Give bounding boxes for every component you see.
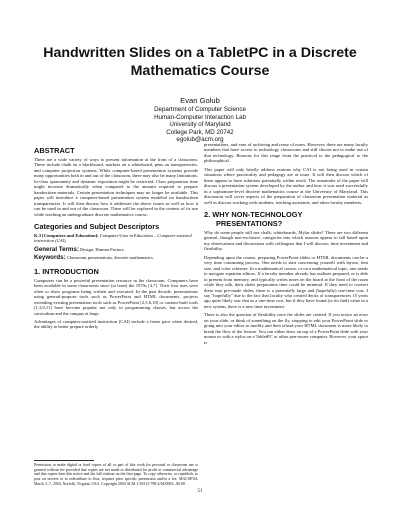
right-column (204, 142, 368, 348)
right-paragraph-1: presentations, and ease of archiving and reuse of notes. However, there are many faculty members that have access to technology classrooms and still choose not to make use of that technology. Reasons for this range from the practical to the pedagogical to the philosophical. (204, 142, 368, 164)
title-line-2: Mathematics Course (130, 63, 270, 79)
keywords-text: Classroom presentations, discrete mathematics. (65, 255, 154, 261)
abstract-heading: ABSTRACT (34, 146, 75, 155)
right-paragraph-3: Why do some people still use chalk, whiteboards, Mylar slides? There are two different general, though non-exclusive, categories into which reasons appear to fall based upon my observations and discussions with colleagues that I will discuss; time investment and flexibility. (204, 229, 368, 252)
general-terms (34, 247, 198, 252)
author-univ: University of Maryland (169, 121, 231, 129)
author-block (100, 96, 300, 144)
author-email: egolub@acm.org (176, 136, 224, 144)
general-terms-text: Design, Human Factors. (78, 246, 125, 252)
title-line-1: Handwritten Slides on a TabletPC in a Discrete (43, 45, 357, 61)
paper-title (20, 44, 380, 80)
right-paragraph-4: Depending upon the course, preparing PowerPoint slides or HTML documents can be a very time consuming process. One needs to start concerning yourself with layout, font size, and color schemes. In a mathematical course, or on a mathematical topic, one needs to navigate equation editors. If a faculty member already has outlines prepared, or is able to present from memory, and typically writes notes on the board at the front of the room while they talk, their slides preparation time could be minimal. If they need to convert these into pre-made slides, there is a potentially large and (hopefully) one-time cost. I say "hopefully" due to the fact that faculty who created decks of transparencies 15 years ago quite likely saw that as a one-time cost, but if they have found (or do find) value in a new system, there is a new time investment. (204, 254, 368, 309)
author-lab: Human-Computer Interaction Lab (154, 113, 246, 121)
permission-notice: Permission to make digital or hard copies of all or part of this work for personal or classroom use is granted without fee provided that copies are not made or distributed for profit or commercial advantage and that copies bear this notice and the full citation on the first page. To copy otherwise, or republish, to post on servers or to redistribute to lists, requires prior specific permission and/or a fee. SIGCSE'04, March 3–7, 2004, Norfolk, Virginia, USA. Copyright 2004 ACM 1-58113-798-2/04/0003...$5.00. (34, 463, 198, 486)
categories-italic: Computer-assisted instruction (CAI). (34, 232, 192, 244)
right-paragraph-2: This paper will only briefly address reasons why CAI is not being used in certain situations where practicality and pedagogy are at issue. It will then discuss which of these appear to have solutions potentially within reach. The remainder of the paper will discuss a presentation system developed by the author and how it was used successfully in a sophomore-level discrete mathematics course at the University of Maryland. This discussion will cover aspects of the preparation of classroom presentation material as well as discuss working with students, teaching assistants, and other faculty members. (204, 166, 368, 205)
footnote-rule (34, 460, 94, 461)
keywords (34, 255, 198, 260)
page-number: 51 (197, 489, 203, 494)
categories-code: K.3 [Computers and Education]: (34, 232, 99, 238)
author-name: Evan Golub (180, 96, 220, 105)
categories-text (34, 233, 198, 244)
section2-heading-line-2: PRESENTATIONS? (216, 218, 283, 228)
categories-desc: Computer Uses in Education – (98, 232, 158, 238)
general-terms-heading: General Terms: (34, 245, 79, 253)
author-city: College Park, MD 20742 (166, 128, 234, 136)
left-column (34, 146, 198, 333)
intro-paragraph-1: Computers can be a powerful presentation resource in the classroom. Computers have been available in some classrooms since (at least) the 1970s [4,7]. Their first uses were often to show programs being written and executed. In the past decade, presentations using general-purpose tools such as PowerPoint and HTML documents, projects extending existing presentation tools such as PowerPoint [2,5,6,10] or custom-built tools [1,3,9,11] have become popular not only in programming classes, but across the curriculum and the campus at large. (34, 277, 198, 316)
right-paragraph-5: There is also the question of flexibility once the slides are created. If you notice an error on your slide, or think of something on the fly, stopping to edit your PowerPoint slide or going into your editor to modify and then reload your HTML document is more likely to break the flow of the lecture. You can either draw on top of a PowerPoint slide with your mouse or with a stylus on a TabletPC or other pen-aware computer. However, your space is (204, 312, 368, 345)
abstract-text: There are a wide variety of ways to present information at the front of a classroom. These include chalk on a blackboard, markers on a whiteboard, pens on transparencies, and computer projection systems. While computer-based presentation systems provide many opportunities both in and out of the classroom, there may also be many limitations. In-class spontaneity and dynamic exposition might be restricted. Class preparation time might increase dramatically when compared to the amount required to prepare handwritten materials. Certain presentation techniques may no longer be available. This paper will introduce a computer-based presentation system modeled on handwritten transparencies. It will then discuss how it addresses the above issues as well as how it can be used in and out of the classroom. There will be explored in the context of its use while teaching an undergraduate discrete mathematics course. (34, 157, 198, 217)
author-dept: Department of Computer Science (154, 106, 246, 113)
categories-heading: Categories and Subject Descriptors (34, 221, 160, 231)
keywords-heading: Keywords: (34, 254, 66, 262)
intro-heading: 1. INTRODUCTION (34, 266, 99, 276)
section2-heading-line-1: 2. WHY NON-TECHNOLOGY (204, 209, 303, 219)
intro-paragraph-2: Advantages of computer-assisted instruction (CAI) include a faster pace when desired, the ability to better prepare orderly (34, 318, 198, 330)
